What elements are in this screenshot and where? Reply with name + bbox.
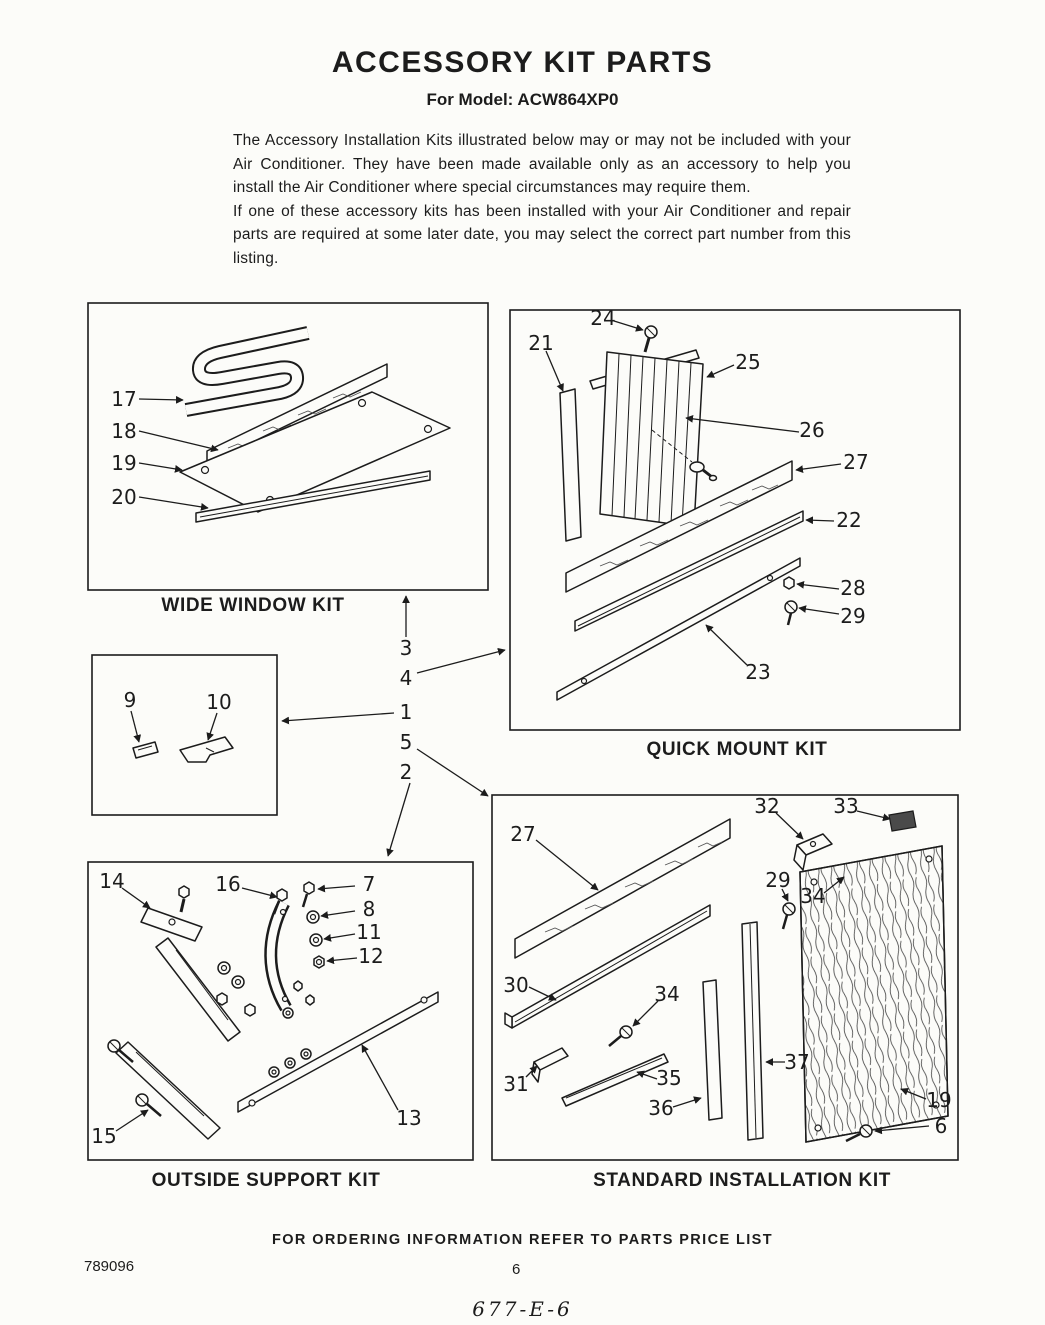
- standard-installation-kit-label: STANDARD INSTALLATION KIT: [593, 1170, 891, 1191]
- callout-std-34-upper: 34: [800, 884, 826, 908]
- callout-os-13: 13: [396, 1106, 422, 1130]
- bolt-part-14-top: [179, 886, 189, 912]
- intro-paragraph-2: If one of these accessory kits has been installed with your Air Conditioner and repair parts are required at some later date, you may select the correct part number from this listing.: [233, 202, 851, 267]
- screw-part-29-qm: [785, 601, 797, 625]
- curved-support-arm: [271, 903, 288, 1008]
- quick-mount-kit-label: QUICK MOUNT KIT: [646, 739, 828, 760]
- outside-support-kit-diagram: [108, 882, 438, 1139]
- page-title: ACCESSORY KIT PARTS: [331, 46, 714, 79]
- callout-std-32: 32: [754, 794, 780, 818]
- quick-mount-kit-diagram: [546, 321, 841, 700]
- callout-std-6: 6: [934, 1114, 948, 1138]
- callout-os-12: 12: [358, 944, 384, 968]
- nut-part-28: [784, 577, 794, 589]
- callout-clip-10: 10: [206, 690, 232, 714]
- callout-ww-17: 17: [111, 387, 137, 411]
- pad-part-33: [889, 811, 916, 831]
- strip-part-37: [742, 922, 763, 1140]
- callout-std-29: 29: [765, 868, 791, 892]
- ordering-note: FOR ORDERING INFORMATION REFER TO PARTS PRICE LIST: [272, 1232, 773, 1248]
- standard-installation-kit-diagram: [505, 811, 948, 1142]
- outside-support-kit-label: OUTSIDE SUPPORT KIT: [151, 1170, 381, 1191]
- callout-std-33: 33: [833, 794, 859, 818]
- callout-col-1: 1: [399, 700, 413, 724]
- callout-std-34-lower: 34: [654, 982, 680, 1006]
- callout-std-30: 30: [503, 973, 529, 997]
- gasket-part-17: [186, 333, 308, 410]
- callout-qm-21: 21: [528, 331, 554, 355]
- callout-col-5: 5: [399, 730, 413, 754]
- screw-part-24: [645, 326, 657, 352]
- screw-part-29-std: [783, 903, 795, 929]
- callout-qm-23: 23: [745, 660, 771, 684]
- model-line: For Model: ACW864XP0: [426, 90, 619, 109]
- callout-ww-19: 19: [111, 451, 137, 475]
- callout-qm-22: 22: [836, 508, 862, 532]
- washer-part-11: [310, 934, 322, 946]
- callout-os-7: 7: [362, 872, 376, 896]
- page-number: 6: [512, 1261, 521, 1278]
- rail-part-13: [238, 992, 438, 1112]
- callout-os-16: 16: [215, 872, 241, 896]
- callout-ww-20: 20: [111, 485, 137, 509]
- callout-std-19: 19: [926, 1088, 952, 1112]
- callout-os-14: 14: [99, 869, 125, 893]
- bracket-part-10: [180, 737, 233, 762]
- doc-number: 789096: [84, 1258, 135, 1275]
- callout-std-35: 35: [656, 1066, 682, 1090]
- callout-qm-26: 26: [799, 418, 825, 442]
- wide-window-kit-label: WIDE WINDOW KIT: [161, 595, 345, 616]
- callout-qm-28: 28: [840, 576, 866, 600]
- sill-rail-part-30: [505, 905, 710, 1028]
- callout-qm-25: 25: [735, 350, 761, 374]
- side-strip-part-21: [560, 389, 581, 541]
- callout-qm-27: 27: [843, 450, 869, 474]
- callout-os-15: 15: [91, 1124, 117, 1148]
- callout-std-27: 27: [510, 822, 536, 846]
- curtain-panel-part-25: [600, 352, 703, 527]
- bolt-part-7: [303, 882, 314, 907]
- strip-part-36: [703, 980, 722, 1120]
- intro-paragraph-1: The Accessory Installation Kits illustrated below may or may not be included with your Air Conditioner. They have been made available only as an accessory to help you install the Air Conditioner where special circumstances may require them.: [233, 132, 851, 197]
- nut-part-12: [314, 956, 324, 968]
- callout-qm-29: 29: [840, 604, 866, 628]
- screw-part-34-lower: [609, 1026, 632, 1046]
- callout-ww-18: 18: [111, 419, 137, 443]
- wide-window-kit-diagram: [139, 333, 450, 522]
- callout-qm-24: 24: [590, 306, 616, 330]
- washer-part-8: [307, 911, 319, 923]
- callout-std-36: 36: [648, 1096, 674, 1120]
- callout-clip-9: 9: [123, 688, 137, 712]
- rail-part-27-std: [515, 819, 730, 958]
- callout-col-3: 3: [399, 636, 413, 660]
- callout-col-2: 2: [399, 760, 413, 784]
- clip-part-9: [133, 742, 158, 758]
- callout-std-31: 31: [503, 1072, 529, 1096]
- callout-std-37: 37: [784, 1050, 810, 1074]
- callout-os-11: 11: [356, 920, 382, 944]
- clips-box: [92, 655, 277, 815]
- clips-diagram: [131, 711, 233, 762]
- bracket-part-15: [108, 1040, 220, 1139]
- bracket-part-32: [794, 834, 832, 870]
- angle-part-31: [532, 1048, 568, 1082]
- handwritten-code: 677-E-6: [472, 1297, 573, 1321]
- callout-os-8: 8: [362, 897, 376, 921]
- column-leaders: [282, 596, 505, 856]
- callout-col-4: 4: [399, 666, 413, 690]
